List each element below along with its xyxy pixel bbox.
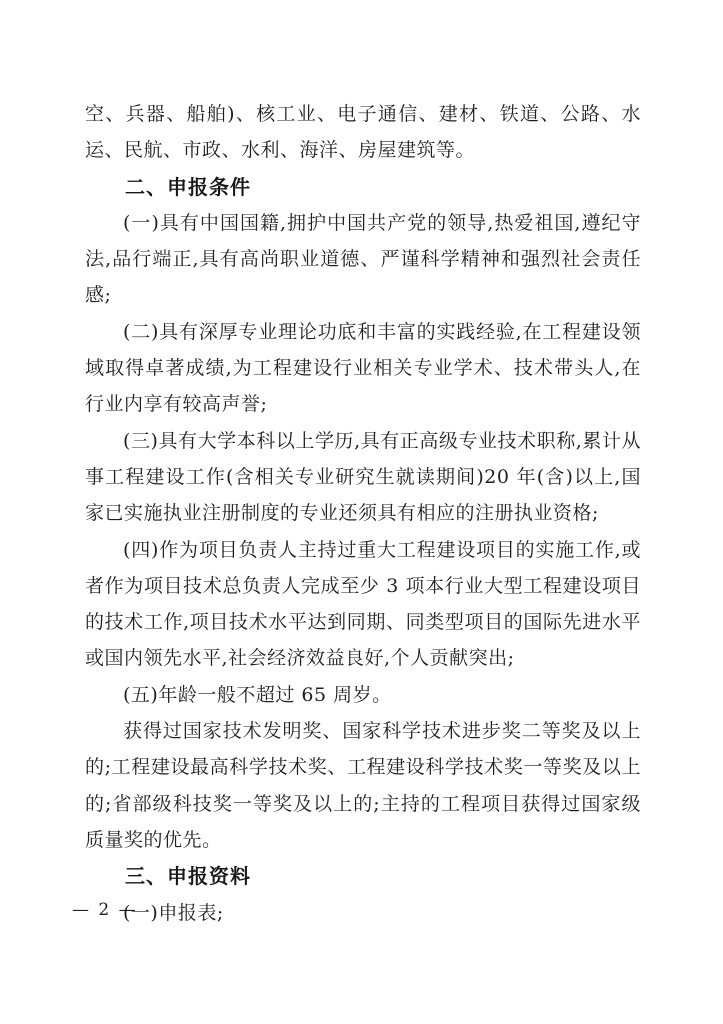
page-content [85,96,641,931]
paragraph-continued-industries: 空、兵器、船舶)、核工业、电子通信、建材、铁道、公路、水运、民航、市政、水利、海洋、房屋建筑等。 [85,103,641,162]
paragraph-condition-1: (一)具有中国国籍,拥护中国共产党的领导,热爱祖国,遵纪守法,品行端正,具有高尚职业道德、严谨科学精神和强烈社会责任感; [85,211,641,307]
paragraph-condition-3: (三)具有大学本科以上学历,具有正高级专业技术职称,累计从事工程建设工作(含相关专业研究生就读期间)20 年(含)以上,国家已实施执业注册制度的专业还须具有相应的注册执业资格; [85,429,641,525]
section-heading-application-conditions: 二、申报条件 [125,174,251,199]
paragraph-condition-2: (二)具有深厚专业理论功底和丰富的实践经验,在工程建设领域取得卓著成绩,为工程建设行业相关专业学术、技术带头人,在行业内享有较高声誉; [85,320,641,416]
paragraph-material-1: (一)申报表; [123,901,224,924]
section-heading-application-materials: 三、申报资料 [125,864,251,889]
paragraph-awards-priority: 获得过国家技术发明奖、国家科学技术进步奖二等奖及以上的;工程建设最高科学技术奖、工程建设科学技术奖一等奖及以上的;省部级科技奖一等奖及以上的;主持的工程项目获得过国家级质量奖的优先。 [85,720,641,851]
paragraph-condition-4: (四)作为项目负责人主持过重大工程建设项目的实施工作,或者作为项目技术总负责人完成至少 3 项本行业大型工程建设项目的技术工作,项目技术水平达到同期、同类型项目的国际先进水平或国内领先水平,社会经济效益良好,个人贡献突出; [85,538,641,670]
page-number: — 2 — [72,900,138,920]
paragraph-condition-5: (五)年龄一般不超过 65 周岁。 [123,683,392,706]
